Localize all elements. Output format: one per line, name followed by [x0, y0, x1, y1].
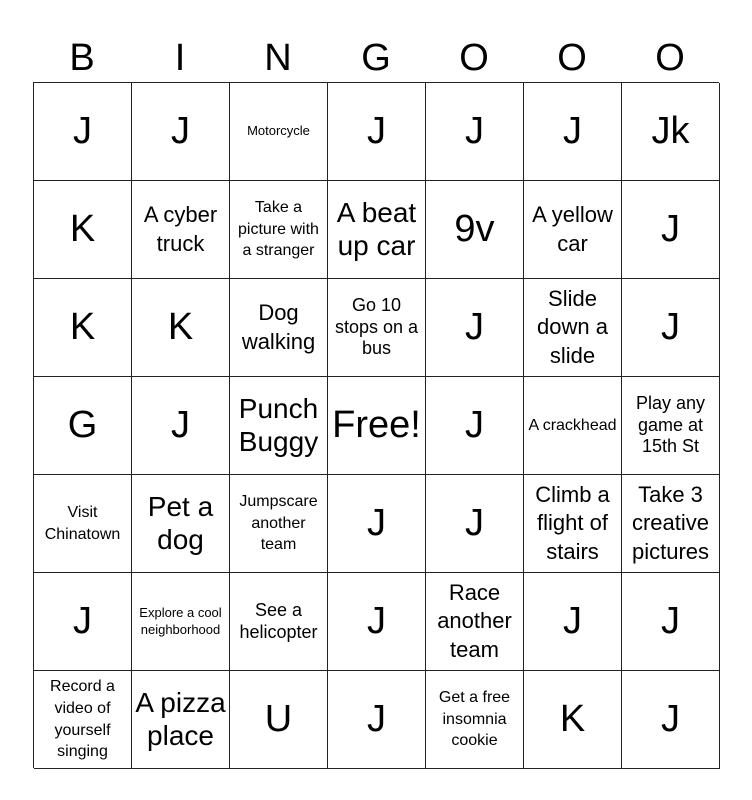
bingo-square-label: J — [465, 501, 484, 544]
bingo-square-label: Free! — [332, 403, 421, 446]
bingo-square-label: A crackhead — [528, 416, 617, 434]
bingo-square-label: Explore a cool neighborhood — [139, 604, 222, 637]
bingo-square-label: J — [465, 403, 484, 446]
bingo-square-label: A yellow car — [532, 201, 613, 256]
bingo-square-label: J — [563, 599, 582, 642]
bingo-square[interactable] — [230, 83, 328, 181]
bingo-square-label: Jumpscare another team — [239, 493, 318, 554]
bingo-square[interactable] — [524, 377, 622, 475]
bingo-square[interactable] — [328, 475, 426, 573]
header-letter: O — [655, 37, 685, 79]
header-letter: B — [69, 37, 95, 79]
bingo-square-label: Race another team — [437, 579, 512, 662]
bingo-square-label: 9v — [454, 207, 495, 250]
bingo-square-label: Pet a dog — [147, 491, 214, 555]
bingo-square[interactable] — [132, 377, 230, 475]
bingo-square-label: Slide down a slide — [537, 285, 608, 368]
bingo-square-label: J — [367, 599, 386, 642]
bingo-square-label: Motorcycle — [247, 123, 310, 139]
bingo-square-label: J — [465, 305, 484, 348]
bingo-square[interactable] — [34, 671, 132, 769]
bingo-square-label: J — [73, 109, 92, 152]
bingo-square[interactable] — [132, 279, 230, 377]
bingo-square-label: K — [69, 207, 96, 250]
bingo-square[interactable] — [524, 475, 622, 573]
bingo-square[interactable] — [622, 573, 720, 671]
bingo-square-label: Take a picture with a stranger — [238, 199, 319, 260]
bingo-square-label: J — [367, 109, 386, 152]
bingo-square[interactable] — [622, 181, 720, 279]
bingo-square[interactable] — [622, 377, 720, 475]
bingo-square-label: See a helicopter — [239, 599, 318, 642]
bingo-square[interactable] — [132, 573, 230, 671]
bingo-square-label: G — [67, 403, 98, 446]
bingo-square-label: Go 10 stops on a bus — [334, 295, 419, 359]
bingo-square[interactable] — [622, 279, 720, 377]
bingo-square-label: K — [69, 305, 96, 348]
bingo-square[interactable] — [230, 573, 328, 671]
bingo-square[interactable] — [34, 279, 132, 377]
bingo-square[interactable] — [230, 181, 328, 279]
bingo-square-label: J — [171, 403, 190, 446]
bingo-square[interactable] — [426, 181, 524, 279]
bingo-square-label: Jk — [651, 109, 690, 152]
header-letter: I — [174, 37, 186, 79]
bingo-square[interactable] — [132, 83, 230, 181]
bingo-square-label: Take 3 creative pictures — [631, 481, 710, 564]
bingo-square-label: K — [167, 305, 194, 348]
bingo-square[interactable] — [132, 475, 230, 573]
bingo-square[interactable] — [524, 573, 622, 671]
bingo-square-label: A pizza place — [135, 687, 226, 751]
bingo-square[interactable] — [230, 475, 328, 573]
bingo-square[interactable] — [426, 671, 524, 769]
bingo-square[interactable] — [426, 377, 524, 475]
bingo-square-label: J — [73, 599, 92, 642]
bingo-square[interactable] — [524, 671, 622, 769]
bingo-square-label: Climb a flight of stairs — [535, 481, 610, 564]
bingo-square-label: A cyber truck — [143, 201, 218, 256]
bingo-square[interactable] — [328, 573, 426, 671]
bingo-square[interactable] — [426, 279, 524, 377]
bingo-square-label: Punch Buggy — [238, 393, 319, 457]
bingo-square[interactable] — [328, 377, 426, 475]
header-letter: O — [459, 37, 489, 79]
bingo-square[interactable] — [34, 475, 132, 573]
bingo-card-grid — [33, 82, 719, 768]
bingo-square[interactable] — [230, 671, 328, 769]
bingo-square[interactable] — [328, 181, 426, 279]
bingo-square[interactable] — [230, 377, 328, 475]
bingo-square-label: J — [367, 697, 386, 740]
bingo-square-label: Dog walking — [241, 299, 316, 354]
bingo-square-label: Get a free insomnia cookie — [438, 689, 511, 750]
bingo-square[interactable] — [426, 83, 524, 181]
bingo-square[interactable] — [524, 83, 622, 181]
bingo-square-label: J — [171, 109, 190, 152]
bingo-square[interactable] — [622, 475, 720, 573]
bingo-square[interactable] — [524, 279, 622, 377]
header-letter: N — [264, 37, 292, 79]
bingo-square[interactable] — [230, 279, 328, 377]
bingo-square[interactable] — [328, 279, 426, 377]
bingo-square-label: J — [661, 697, 680, 740]
bingo-square[interactable] — [34, 573, 132, 671]
bingo-square-label: Record a video of yourself singing — [50, 678, 115, 761]
bingo-square-label: Play any game at 15th St — [635, 393, 706, 457]
bingo-square-label: J — [563, 109, 582, 152]
bingo-square[interactable] — [132, 671, 230, 769]
bingo-square[interactable] — [622, 671, 720, 769]
header-letter: G — [361, 37, 391, 79]
bingo-square[interactable] — [34, 83, 132, 181]
bingo-square-label: J — [661, 207, 680, 250]
bingo-square[interactable] — [622, 83, 720, 181]
bingo-square[interactable] — [426, 573, 524, 671]
bingo-square-label: J — [465, 109, 484, 152]
bingo-square[interactable] — [34, 377, 132, 475]
bingo-square[interactable] — [34, 181, 132, 279]
bingo-square-label: K — [559, 697, 586, 740]
bingo-square[interactable] — [132, 181, 230, 279]
bingo-square[interactable] — [426, 475, 524, 573]
bingo-square-label: J — [367, 501, 386, 544]
bingo-square-label: U — [264, 697, 293, 740]
bingo-square-label: J — [661, 599, 680, 642]
bingo-square[interactable] — [328, 671, 426, 769]
bingo-square[interactable] — [328, 83, 426, 181]
bingo-square-label: Visit Chinatown — [44, 503, 121, 543]
header-letter: O — [557, 37, 587, 79]
bingo-square-label: J — [661, 305, 680, 348]
bingo-square[interactable] — [524, 181, 622, 279]
bingo-header — [33, 34, 719, 82]
bingo-square-label: A beat up car — [336, 197, 417, 261]
